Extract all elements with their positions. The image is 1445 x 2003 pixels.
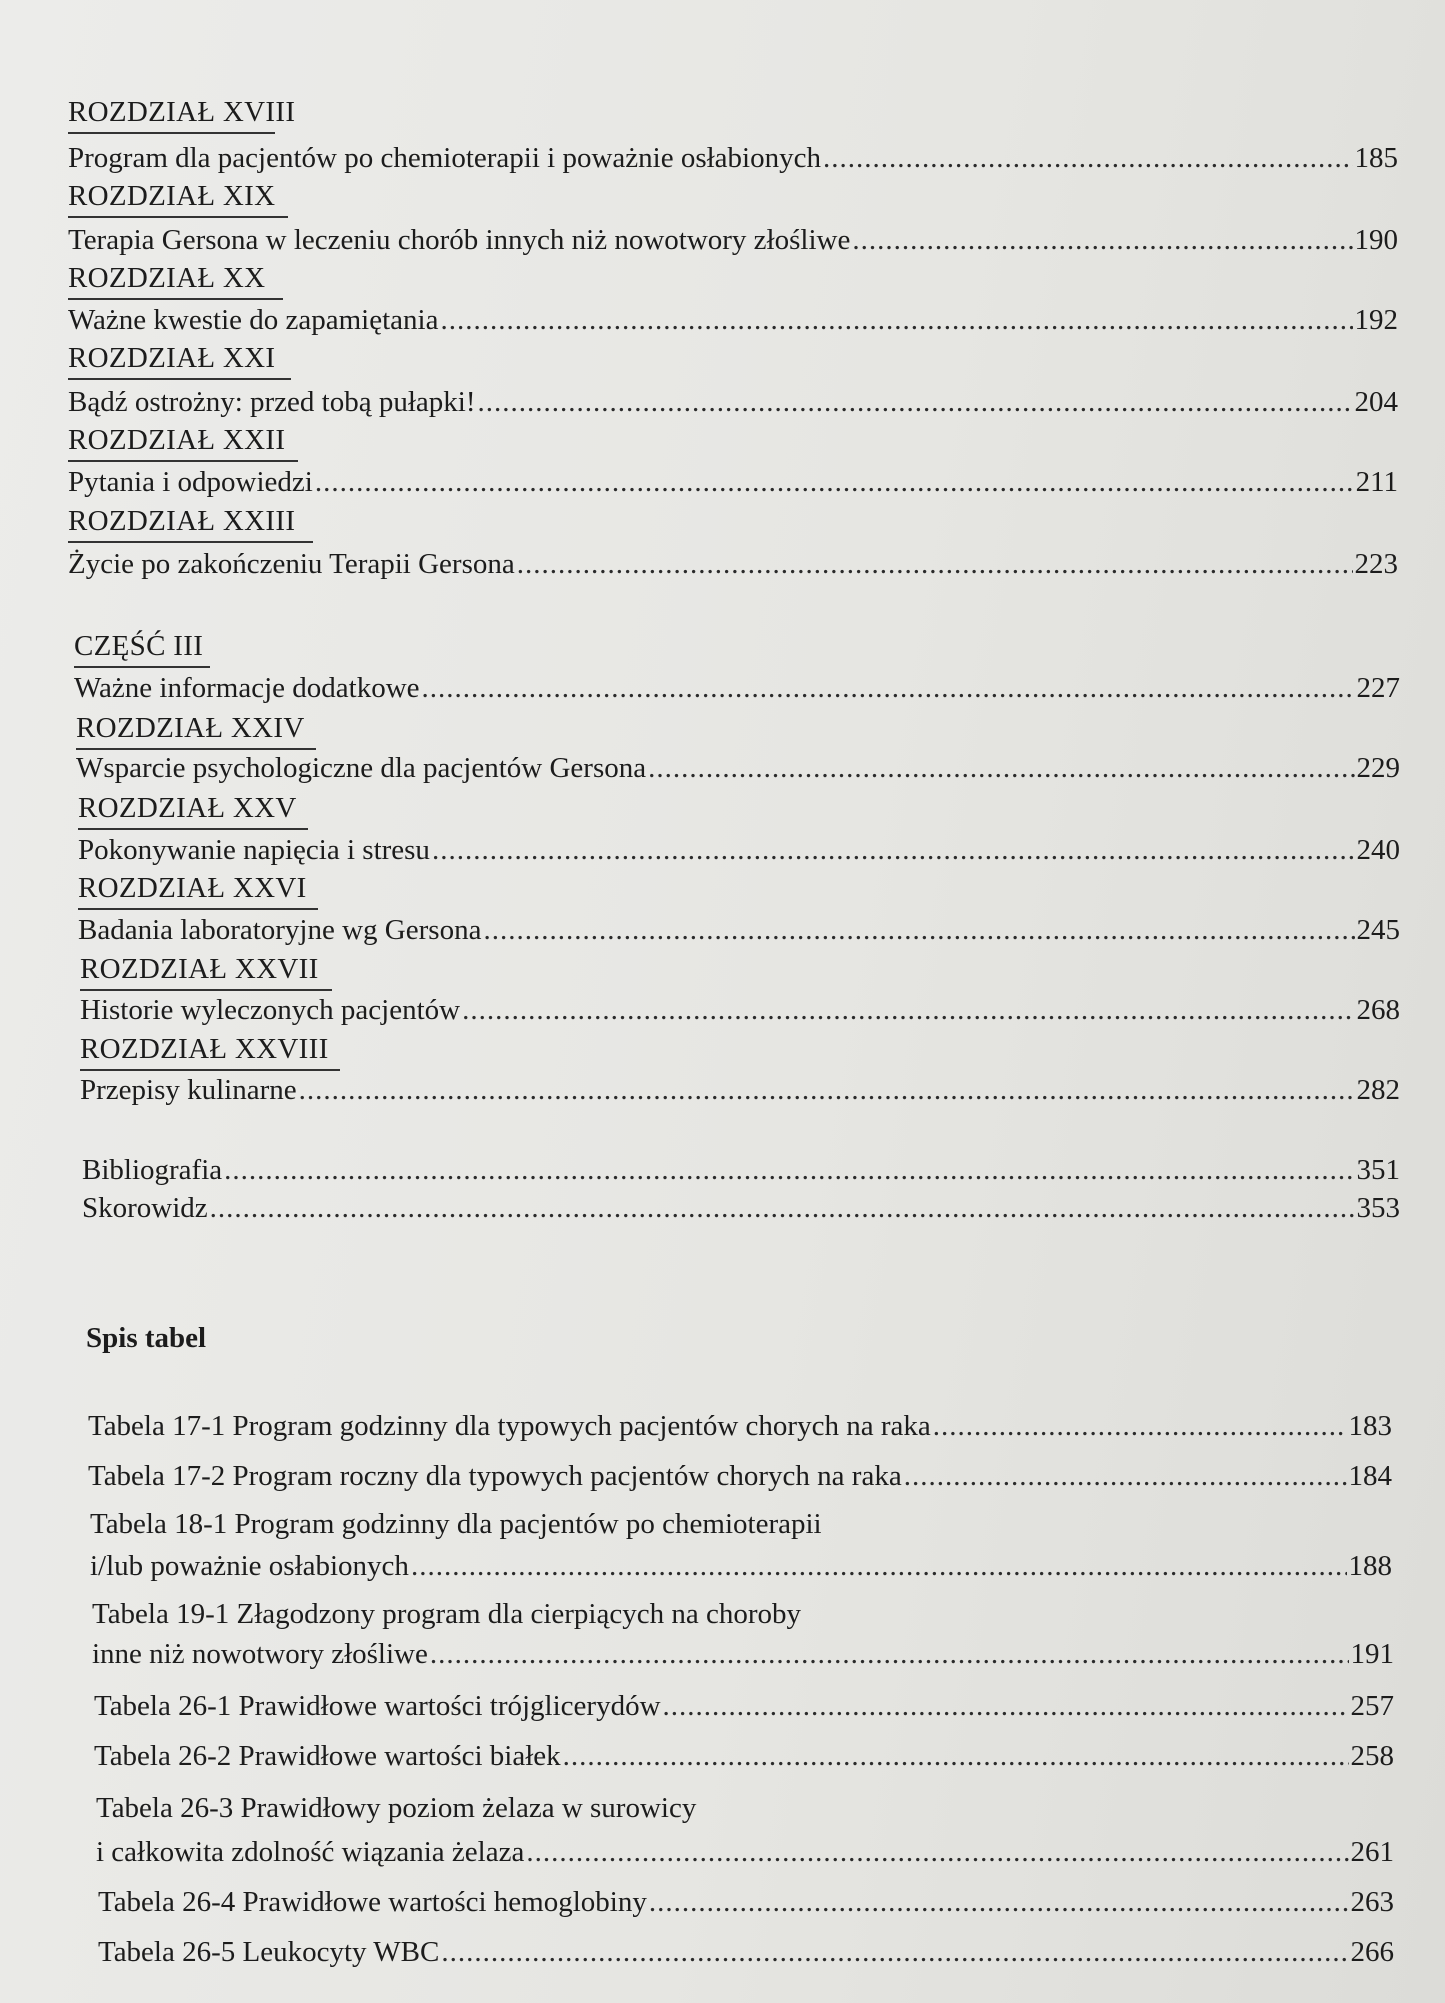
table-entry-title: Tabela 19-1 Złagodzony program dla cierpiących na choroby — [92, 1598, 801, 1630]
dot-leader — [432, 834, 1355, 867]
table-entry[interactable] — [96, 1836, 1394, 1868]
table-entry[interactable] — [94, 1690, 1394, 1722]
toc-entry[interactable] — [68, 224, 1398, 256]
toc-entry-title: Przepisy kulinarne — [80, 1074, 297, 1106]
part-rule — [74, 666, 210, 668]
dot-leader — [411, 1550, 1347, 1583]
toc-entry-title: Pytania i odpowiedzi — [68, 466, 313, 498]
chapter-rule — [68, 216, 288, 218]
toc-entry-page: 204 — [1354, 386, 1398, 418]
toc-entry[interactable] — [78, 914, 1400, 946]
dot-leader — [663, 1690, 1349, 1723]
dot-leader — [517, 548, 1353, 581]
toc-entry-page: 229 — [1356, 752, 1400, 784]
chapter-label: ROZDZIAŁ XXIV — [76, 712, 305, 744]
table-entry-page: 188 — [1348, 1550, 1392, 1582]
dot-leader — [430, 1638, 1349, 1671]
chapter-label: ROZDZIAŁ XXVIII — [80, 1033, 329, 1065]
toc-entry-page: 223 — [1354, 548, 1398, 580]
table-entry-page: 257 — [1350, 1690, 1394, 1722]
dot-leader — [563, 1740, 1349, 1773]
toc-entry-title: Ważne kwestie do zapamiętania — [68, 304, 439, 336]
dot-leader — [224, 1154, 1354, 1187]
chapter-rule — [80, 1069, 340, 1071]
toc-entry-page: 282 — [1356, 1074, 1400, 1106]
chapter-label: ROZDZIAŁ XXII — [68, 424, 286, 456]
table-entry[interactable] — [90, 1550, 1392, 1582]
toc-entry-page: 192 — [1354, 304, 1398, 336]
table-entry[interactable] — [92, 1638, 1394, 1670]
chapter-label: ROZDZIAŁ XXVII — [80, 953, 319, 985]
chapter-label: ROZDZIAŁ XX — [68, 262, 266, 294]
dot-leader — [904, 1460, 1347, 1493]
toc-entry[interactable] — [78, 834, 1400, 866]
dot-leader — [210, 1192, 1355, 1225]
table-entry-title: Tabela 26-3 Prawidłowy poziom żelaza w surowicy — [96, 1792, 697, 1824]
toc-entry-page: 211 — [1355, 466, 1398, 498]
dot-leader — [478, 386, 1353, 419]
chapter-rule — [68, 460, 298, 462]
toc-entry-page: 227 — [1356, 672, 1400, 704]
toc-entry-title: Terapia Gersona w leczeniu chorób innych niż nowotwory złośliwe — [68, 224, 851, 256]
table-entry-title: Tabela 17-2 Program roczny dla typowych pacjentów chorych na raka — [88, 1460, 902, 1492]
toc-entry-page: 268 — [1356, 994, 1400, 1026]
toc-entry-title: Skorowidz — [82, 1192, 208, 1224]
table-entry-page: 183 — [1348, 1410, 1392, 1442]
toc-entry-page: 190 — [1354, 224, 1398, 256]
toc-entry-title: Program dla pacjentów po chemioterapii i poważnie osłabionych — [68, 142, 821, 174]
table-entry-page: 191 — [1350, 1638, 1394, 1670]
toc-entry[interactable] — [74, 672, 1400, 704]
dot-leader — [649, 1886, 1349, 1919]
toc-entry[interactable] — [68, 386, 1398, 418]
chapter-label: ROZDZIAŁ XVIII — [68, 96, 296, 128]
table-entry-title: Tabela 18-1 Program godzinny dla pacjentów po chemioterapii — [90, 1508, 822, 1540]
part-label: CZĘŚĆ III — [74, 630, 204, 662]
chapter-label: ROZDZIAŁ XXVI — [78, 872, 307, 904]
toc-entry-page: 245 — [1356, 914, 1400, 946]
toc-entry[interactable] — [68, 142, 1398, 174]
table-entry-page: 263 — [1350, 1886, 1394, 1918]
dot-leader — [422, 672, 1355, 705]
table-entry[interactable] — [88, 1460, 1392, 1492]
chapter-rule — [76, 748, 316, 750]
chapter-rule — [78, 908, 318, 910]
table-entry[interactable] — [88, 1410, 1392, 1442]
dot-leader — [933, 1410, 1347, 1443]
table-entry-title-cont: i/lub poważnie osłabionych — [90, 1550, 409, 1582]
dot-leader — [526, 1836, 1348, 1869]
toc-entry-title: Życie po zakończeniu Terapii Gersona — [68, 548, 515, 580]
chapter-rule — [68, 378, 291, 380]
toc-entry-page: 185 — [1354, 142, 1398, 174]
toc-entry-title: Bibliografia — [82, 1154, 223, 1186]
tables-heading: Spis tabel — [86, 1322, 207, 1354]
dot-leader — [440, 304, 1352, 337]
toc-entry-title: Bądź ostrożny: przed tobą pułapki! — [68, 386, 476, 418]
chapter-rule — [68, 298, 283, 300]
toc-entry-page: 351 — [1356, 1154, 1400, 1186]
table-entry[interactable] — [98, 1936, 1394, 1968]
dot-leader — [315, 466, 1354, 499]
chapter-rule — [68, 541, 313, 543]
table-entry-page: 261 — [1350, 1836, 1394, 1868]
toc-entry[interactable] — [82, 1192, 1400, 1224]
table-entry-title-cont: inne niż nowotwory złośliwe — [92, 1638, 428, 1670]
chapter-rule — [78, 828, 308, 830]
chapter-label: ROZDZIAŁ XXV — [78, 792, 297, 824]
table-entry[interactable] — [98, 1886, 1394, 1918]
dot-leader — [441, 1936, 1348, 1969]
dot-leader — [299, 1074, 1355, 1107]
toc-entry[interactable] — [82, 1154, 1400, 1186]
chapter-label: ROZDZIAŁ XXIII — [68, 505, 296, 537]
chapter-rule — [80, 989, 332, 991]
toc-entry-title: Ważne informacje dodatkowe — [74, 672, 420, 704]
table-entry-page: 258 — [1350, 1740, 1394, 1772]
table-entry[interactable] — [94, 1740, 1394, 1772]
dot-leader — [852, 224, 1352, 257]
dot-leader — [823, 142, 1353, 175]
toc-entry-title: Badania laboratoryjne wg Gersona — [78, 914, 482, 946]
table-entry-page: 266 — [1350, 1936, 1394, 1968]
toc-entry[interactable] — [80, 994, 1400, 1026]
toc-entry[interactable] — [76, 752, 1400, 784]
chapter-label: ROZDZIAŁ XIX — [68, 180, 276, 212]
chapter-label: ROZDZIAŁ XXI — [68, 342, 276, 374]
toc-entry[interactable] — [80, 1074, 1400, 1106]
table-entry-page: 184 — [1348, 1460, 1392, 1492]
chapter-rule — [68, 132, 275, 134]
toc-entry-page: 353 — [1356, 1192, 1400, 1224]
toc-entry-page: 240 — [1356, 834, 1400, 866]
table-entry-title: Tabela 26-4 Prawidłowe wartości hemoglobiny — [98, 1886, 647, 1918]
table-entry-title: Tabela 26-1 Prawidłowe wartości trójglicerydów — [94, 1690, 661, 1722]
dot-leader — [462, 994, 1354, 1027]
table-entry-title: Tabela 26-5 Leukocyty WBC — [98, 1936, 440, 1968]
table-entry-title-cont: i całkowita zdolność wiązania żelaza — [96, 1836, 525, 1868]
dot-leader — [648, 752, 1354, 785]
toc-entry[interactable] — [68, 304, 1398, 336]
table-entry-title: Tabela 26-2 Prawidłowe wartości białek — [94, 1740, 561, 1772]
toc-entry-title: Historie wyleczonych pacjentów — [80, 994, 461, 1026]
toc-entry-title: Wsparcie psychologiczne dla pacjentów Gersona — [76, 752, 647, 784]
toc-entry[interactable] — [68, 548, 1398, 580]
dot-leader — [483, 914, 1354, 947]
table-entry-title: Tabela 17-1 Program godzinny dla typowych pacjentów chorych na raka — [88, 1410, 931, 1442]
toc-entry[interactable] — [68, 466, 1398, 498]
toc-entry-title: Pokonywanie napięcia i stresu — [78, 834, 430, 866]
